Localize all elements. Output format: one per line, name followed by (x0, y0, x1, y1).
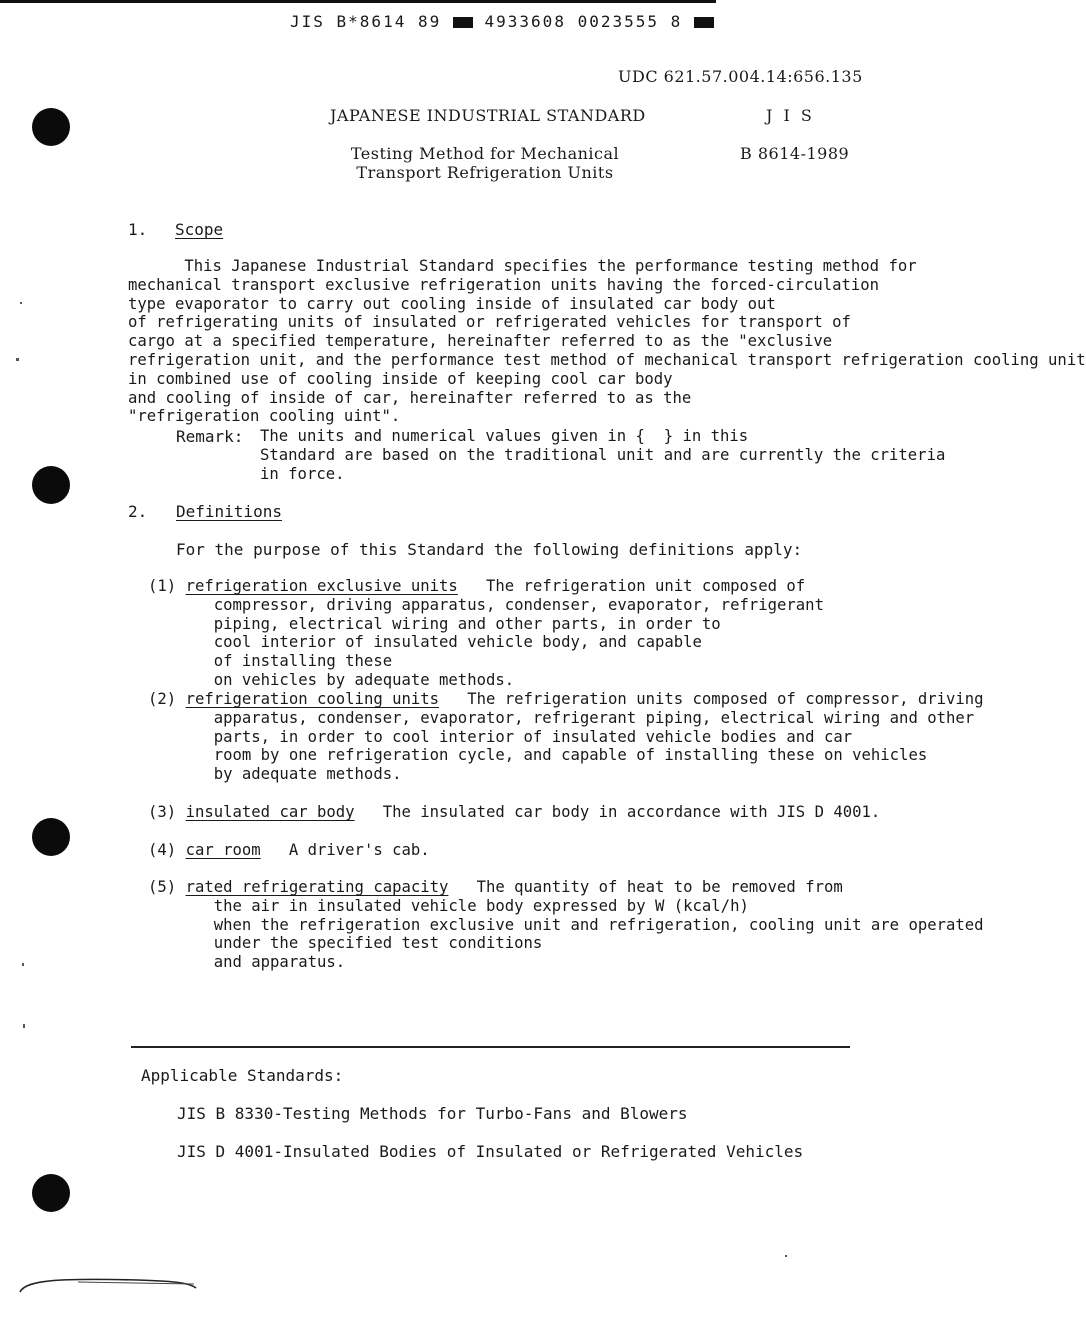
definition-item: (2) refrigeration cooling units The refrigeration units composed of compressor, driving apparatus, condenser, evaporator, refrigerant piping, electrical wiring and other parts, in order to cool interior of insulated vehicle bodies and car room by one refrigeration cycle, and capable of installing these on vehicles by adequate methods. (148, 690, 984, 784)
remark-label: Remark: (176, 427, 244, 446)
scope-paragraph: This Japanese Industrial Standard specifies the performance testing method for mechanical transport exclusive refrigeration units having the forced-circulation type evaporator to carry out cooling inside of insulated car body out of refrigerating units of insulated or refrigerated vehicles for transport of cargo at a specified temperature, hereinafter referred to as the "exclusive refrigeration unit, and the performance test method of mechanical transport refrigeration cooling unit in combined use of cooling inside of keeping cool car body and cooling of inside of car, hereinafter referred to as the "refrigeration cooling uint". (128, 257, 1086, 426)
definition-item: (5) rated refrigerating capacity The quantity of heat to be removed from the air in insulated vehicle body expressed by W (kcal/h) when the refrigeration exclusive unit and refrigeration, cooling unit are operated under the specified test conditions and apparatus. (148, 878, 984, 972)
scan-speck (22, 963, 24, 966)
definition-term: car room (185, 841, 261, 859)
definition-term: refrigeration cooling units (185, 690, 440, 708)
scan-speck (20, 302, 22, 304)
definition-term: rated refrigerating capacity (185, 878, 449, 896)
punch-hole (32, 818, 70, 856)
applicable-item: JIS D 4001-Insulated Bodies of Insulated or Refrigerated Vehicles (177, 1142, 804, 1161)
applicable-heading: Applicable Standards: (141, 1066, 344, 1085)
applicable-item: JIS B 8330-Testing Methods for Turbo-Fans and Blowers (177, 1104, 688, 1123)
standard-number: B 8614-1989 (740, 144, 850, 163)
scan-header-code: JIS B*8614 89 (290, 12, 442, 31)
definitions-intro: For the purpose of this Standard the following definitions apply: (176, 540, 803, 559)
jis-mark: J I S (766, 106, 815, 125)
scan-speck (16, 358, 19, 361)
scan-top-line (0, 0, 716, 3)
definition-item: (3) insulated car body The insulated car body in accordance with JIS D 4001. (148, 803, 881, 821)
punch-hole (32, 466, 70, 504)
definition-term: refrigeration exclusive units (185, 577, 458, 595)
scan-block-mark (453, 17, 473, 28)
title-line-2: Transport Refrigeration Units (356, 163, 614, 182)
scan-speck (785, 1255, 787, 1257)
scan-header (290, 12, 714, 31)
definition-item: (4) car room A driver's cab. (148, 841, 430, 859)
scan-speck (23, 1024, 25, 1028)
definition-item: (1) refrigeration exclusive units The refrigeration unit composed of compressor, driving apparatus, condenser, evaporator, refrigerant piping, electrical wiring and other parts, in order to cool interior of insulated vehicle body, and capable of installing these on vehicles by adequate methods. (148, 577, 824, 689)
remark-text: The units and numerical values given in { } in this Standard are based on the traditional unit and are currently the criteria in force. (260, 427, 946, 483)
section-heading: Definitions (176, 502, 282, 521)
udc-code: UDC 621.57.004.14:656.135 (618, 67, 863, 86)
scan-block-mark (694, 17, 714, 28)
footnote-rule (131, 1046, 850, 1048)
document-title (330, 144, 640, 182)
definition-term: insulated car body (185, 803, 355, 821)
section-number: 2. (128, 502, 148, 521)
title-line-1: Testing Method for Mechanical (350, 144, 620, 163)
section-heading: Scope (175, 220, 224, 239)
section-number: 1. (128, 220, 148, 239)
standard-label: JAPANESE INDUSTRIAL STANDARD (330, 106, 646, 125)
scan-header-number: 4933608 0023555 8 (484, 12, 683, 31)
scan-artifact-stroke (18, 1270, 203, 1300)
punch-hole (32, 1174, 70, 1212)
punch-hole (32, 108, 70, 146)
